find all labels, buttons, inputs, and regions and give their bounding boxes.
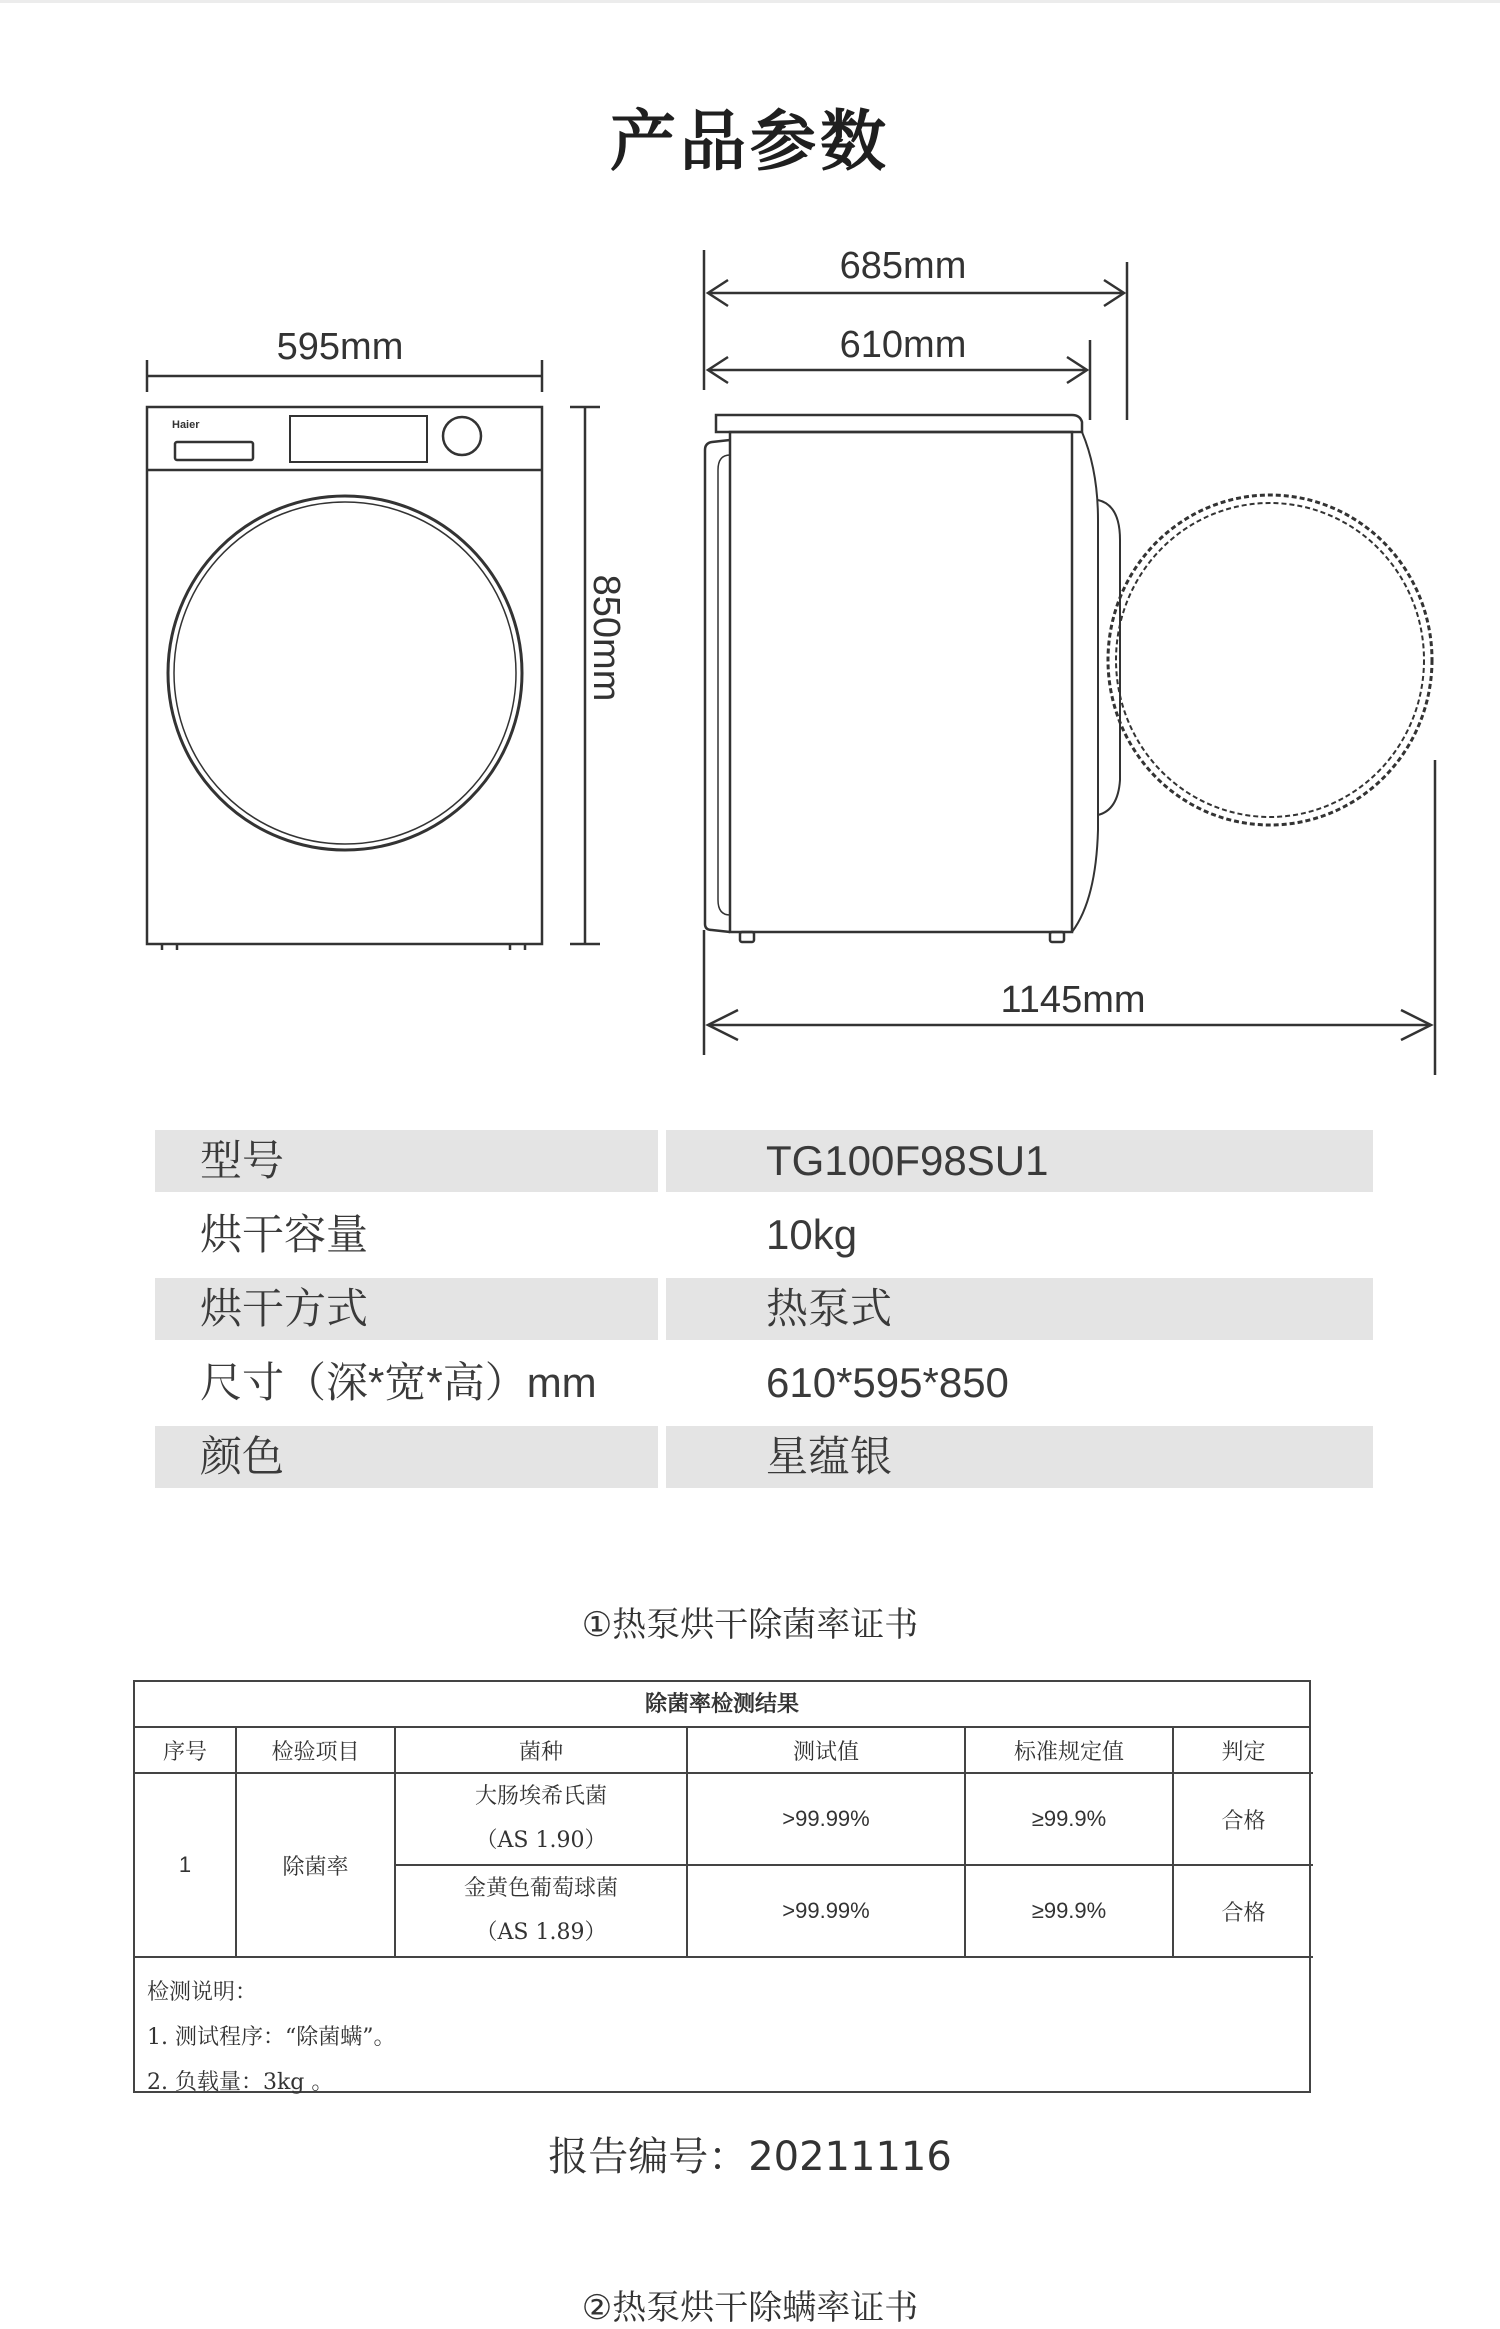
page-title: 产品参数 (610, 103, 890, 180)
note-item: 1. 测试程序：“除菌螨”。 (147, 2025, 396, 2050)
front-logo: Haier (172, 419, 200, 431)
spec-value: 610*595*850 (766, 1359, 1009, 1406)
verdict: 合格 (1173, 1865, 1313, 1957)
front-view (147, 360, 600, 950)
column-header: 标准规定值 (965, 1728, 1173, 1773)
row-index: 1 (135, 1773, 236, 1957)
column-header: 序号 (135, 1728, 236, 1773)
depth-body-label: 610mm (839, 324, 967, 366)
report-number: 报告编号：20211116 (548, 2134, 952, 2180)
test-value: >99.99% (687, 1865, 965, 1957)
height-label: 850mm (585, 574, 627, 702)
spec-row-drying-method (155, 1278, 1373, 1340)
sterilization-report-table (133, 1680, 1311, 2093)
spec-label: 颜色 (155, 1426, 658, 1488)
column-header: 测试值 (687, 1728, 965, 1773)
report-header-row (135, 1728, 1313, 1773)
strain-name: 大肠埃希氏菌 (474, 1784, 607, 1809)
depth-total-label: 685mm (839, 245, 967, 287)
spec-row-size (155, 1352, 1373, 1414)
verdict: 合格 (1173, 1773, 1313, 1865)
spec-value: 星蕴银 (666, 1426, 1373, 1488)
spec-label: 尺寸（深*宽*高）mm (200, 1359, 597, 1406)
spec-label: 烘干方式 (155, 1278, 658, 1340)
side-view (704, 250, 1435, 1075)
certificate1-title: ①热泵烘干除菌率证书 (581, 1605, 919, 1645)
column-header: 检验项目 (236, 1728, 395, 1773)
note-item: 2. 负载量：3kg 。 (147, 2070, 334, 2095)
column-header: 判定 (1173, 1728, 1313, 1773)
spec-value: TG100F98SU1 (666, 1130, 1373, 1192)
report-grid (135, 1728, 1313, 1958)
notes-title: 检测说明： (147, 1980, 258, 2005)
spec-value: 热泵式 (666, 1278, 1373, 1340)
strain-code: （AS 1.90） (475, 1828, 607, 1853)
door-open-depth-label: 1145mm (1000, 979, 1146, 1021)
strain-code: （AS 1.89） (475, 1920, 607, 1945)
strain-cell (395, 1865, 687, 1957)
test-item: 除菌率 (236, 1773, 395, 1957)
table-row (135, 1773, 1313, 1865)
strain-name: 金黄色葡萄球菌 (463, 1876, 618, 1901)
spec-row-color (155, 1426, 1373, 1488)
spec-value: 10kg (766, 1211, 858, 1258)
spec-row-model (155, 1130, 1373, 1192)
width-label: 595mm (276, 326, 404, 368)
spec-table (155, 1130, 1373, 1500)
standard-value: ≥99.9% (965, 1865, 1173, 1957)
test-value: >99.99% (687, 1773, 965, 1865)
strain-cell (395, 1773, 687, 1865)
column-header: 菌种 (395, 1728, 687, 1773)
certificate2-title: ②热泵烘干除螨率证书 (581, 2288, 919, 2328)
spec-label: 型号 (155, 1130, 658, 1192)
test-notes (135, 1958, 1309, 2105)
report-table-title: 除菌率检测结果 (135, 1682, 1309, 1728)
standard-value: ≥99.9% (965, 1773, 1173, 1865)
spec-label: 烘干容量 (200, 1211, 369, 1258)
spec-row-capacity (155, 1204, 1373, 1266)
dimension-diagram (0, 0, 1500, 1110)
